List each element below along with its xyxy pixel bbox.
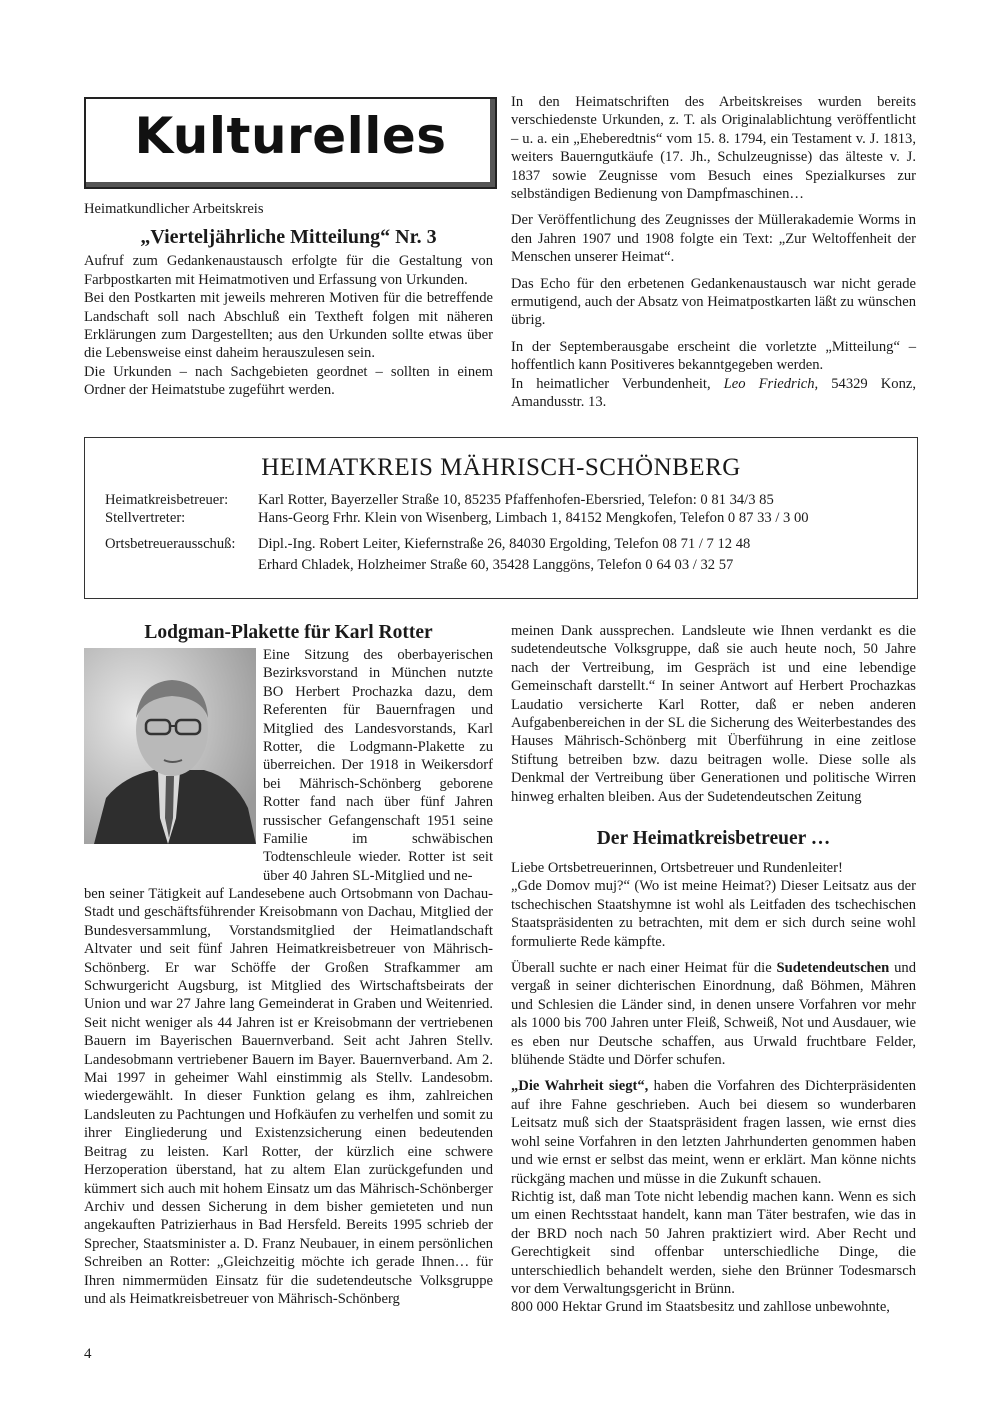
paragraph: Bei den Postkarten mit jeweils mehreren Motiven für die betreffende Landschaft soll nach Abschluß ein Textheft folgen mit näheren Erklärungen zum Dargestellten; aus den Urkunden sollte etwas über die Lebensweise einst daheim herauszulesen sein. bbox=[84, 290, 493, 362]
lodgman-beside-photo: Eine Sitzung des oberbayerischen Bezirksvorstand in München nutzte BO Herbert Prochazka dazu, dem Referenten für Bauernfragen und Mitglied des Landesvorstands, Karl Rotter, die Lodgmann-Plakette zu überreichen. Der 1918 in Weikersdorf bei Mährisch-Schönberg geborene Rotter fand nach über fünf Jahren russischer Gefangenschaft 1951 seine Familie im schwäbischen Todtenschleule wieder. Rotter ist seit über 40 Jahren SL-Mitglied und ne- bbox=[263, 647, 493, 884]
paragraph: Die Urkunden – nach Sachgebieten geordnet – sollten in einem Ordner der Heimatstube zugeführt werden. bbox=[84, 363, 493, 399]
paragraph: „Die Wahrheit siegt“, haben die Vorfahren des Dichterpräsidenten auf ihre Fahne geschrieben. Auch bei diesem so wunderbaren Leitsatz muß sich der Staatspräsident fragen lassen, wie ernst dies wohl seine Vorfahren in den letzten Jahrhunderten genommen haben und wie ernst er selbst das meint, wenn er erklärt. Man könne nichts rückgäng machen und müsse in die Zukunft schauen. bbox=[511, 1078, 916, 1187]
article-title: Der Heimatkreisbetreuer … bbox=[596, 828, 831, 849]
contact-label: Stellvertreter: bbox=[105, 510, 186, 526]
portrait-photo bbox=[84, 648, 256, 844]
paragraph: Der Veröffentlichung des Zeugnisses der Müllerakademie Worms in den Jahren 1907 und 1908 folgte ein Text: „Zur Weltoffenheit der Menschen unserer Heimat“. bbox=[511, 212, 916, 266]
paragraph: Das Echo für den erbetenen Gedankenaustausch war nicht gerade ermutigend, auch der Absatz von Heimatpostkarten läßt zu wünschen übrig. bbox=[511, 275, 916, 329]
contact-value: Karl Rotter, Bayerzeller Straße 10, 85235 Pfaffenhofen-Ebersried, Telefon: 0 81 34/3 85 bbox=[258, 492, 774, 508]
paragraph: In der Septemberausgabe erscheint die vorletzte „Mitteilung“ – hoffentlich kann Positiveres bekanntgegeben werden. bbox=[511, 338, 916, 374]
paragraph: 800 000 Hektar Grund im Staatsbesitz und zahllose unbewohnte, bbox=[511, 1299, 890, 1316]
portrait-image bbox=[84, 648, 256, 844]
contact-label: Ortsbetreuerausschuß: bbox=[105, 536, 236, 552]
page-number: 4 bbox=[84, 1346, 92, 1362]
contact-value: Dipl.-Ing. Robert Leiter, Kiefernstraße 26, 84030 Ergolding, Telefon 08 71 / 7 12 48 bbox=[258, 536, 751, 552]
article-title: Lodgman-Plakette für Karl Rotter bbox=[144, 622, 433, 643]
closing-line: In heimatlicher Verbundenheit, Leo Friedrich, 54329 Konz, Amandusstr. 13. bbox=[511, 375, 916, 411]
paragraph: Aufruf zum Gedankenaustausch erfolgte für die Gestaltung von Farbpostkarten mit Heimatmotiven und Erfassung von Urkunden. bbox=[84, 253, 493, 288]
kulturelles-left-column bbox=[84, 200, 493, 400]
section-heading: Kulturelles bbox=[134, 107, 447, 165]
paragraph: „Gde Domov muj?“ (Wo ist meine Heimat?) Dieser Leitsatz aus der tschechischen Staatshymne ist wohl als Leitfaden des tschechischen Staatspräsidenten zu betrachten, mit dem er sich durch seine wohl formulierte Rede kämpfte. bbox=[511, 878, 916, 950]
bold-term: „Die Wahrheit siegt“, bbox=[511, 1078, 649, 1095]
contact-value: Erhard Chladek, Holzheimer Straße 60, 35428 Langgöns, Telefon 0 64 03 / 32 57 bbox=[258, 557, 734, 573]
paragraph: Überall suchte er nach einer Heimat für die Sudetendeutschen und vergaß in seiner dichterischen Einordnung, daß Böhmen, Mähren und Schlesien die Länder sind, in denen unsere Vorfahren vor mehr als 1000 bis 700 Jahren unter Fleiß, Schweiß, Not und Ausdauer, wie es eben nur Deutsche schaffen, aus Urwald fruchtbare Felder, blühende Städte und Dörfer schufen. bbox=[511, 960, 916, 1069]
contact-value: Hans-Georg Frhr. Klein von Wisenberg, Limbach 1, 84152 Mengkofen, Telefon 0 87 33 / 3 00 bbox=[258, 510, 809, 526]
author-name: Leo Friedrich, bbox=[723, 375, 819, 392]
contact-label: Heimatkreisbetreuer: bbox=[105, 492, 229, 508]
kulturelles-right-column bbox=[511, 93, 916, 412]
salutation: Liebe Ortsbetreuerinnen, Ortsbetreuer und Rundenleiter! bbox=[511, 860, 843, 876]
lodgman-body: ben seiner Tätigkeit auf Landesebene auch Ortsobmann von Dachau-Stadt und geschäftsführender Kreisobmann von Dachau, Mitglied der Bundesversammlung, Vorstandsmitglied der Heimatlandschaft Altvater und seit fünf Jahren Heimatkreisbetreuer von Mährisch-Schönberg. Er war Schöffe der Großen Strafkammer am Schwurgericht Augsburg, ist Mitglied des Wirtschaftsbeirats der Union und war 27 Jahre lang Gemeinderat in Graben und Weitenried. Seit nicht weniger als 44 Jahren ist er Kreisobmann der vertriebenen Bauern im Bayerischen Bauernverband. Seit acht Jahren Stellv. Landesobmann vertriebener Bauern im Bayer. Bauernverband. Am 2. Mai 1997 in geheimer Wahl einstimmig als Stellv. Landesobm. wiedergewählt. In dieser Funktion gelang es ihm, zahlreichen Landsleuten zu Pachtungen und Hofkäufen zu verhelfen und somit zu ihrer Eingliederung und Existenzsicherung einen bedeutenden Beitrag zu leisten. Karl Rotter, der kürzlich eine schwere Herzoperation überstand, hat zu altem Elan zurückgefunden und kümmert sich auch mit hohem Einsatz um das Mährisch-Schönberger Archiv und dessen Sicherung in dem bisher gemieteten und nun angekauften Patrizierhaus in Bad Hersfeld. Bereits 1995 schrieb der Sprecher, Staatsminister a. D. Franz Neubauer, in einem persönlichen Schreiben an Rotter: „Gleichzeitig möchte ich gerade Ihnen… für Ihren nimmermüden Einsatz für die sudetendeutsche Volksgruppe und als Heimatkreisbetreuer von Mährisch-Schönberg bbox=[84, 886, 493, 1307]
bold-term: Sudetendeutschen bbox=[776, 960, 890, 977]
org-name: Heimatkundlicher Arbeitskreis bbox=[84, 201, 264, 217]
lodgman-continued: meinen Dank aussprechen. Landsleute wie Ihnen verdankt es die sudetendeutsche Volksgruppe, daß sie auch heute noch, 50 Jahre nach der Vertreibung, im Gespräch ist und eine lebendige Gemeinschaft darstellt.“ In seiner Antwort auf Herbert Prochazkas Laudatio versicherte Karl Rotter, daß er neben anderen Aufgabenbereichen in der SL die Sicherung des Weiterbestandes des Hauses Mährisch-Schönberg mit Überführung in eine zeitlose Stiftung betreiben bzw. dazu beitragen wolle. Diese solle als Denkmal der Vertreibung über Generationen und politische Wirren hinweg erhalten bleiben. Aus der Sudetendeutschen Zeitung bbox=[511, 623, 916, 805]
paragraph: In den Heimatschriften des Arbeitskreises wurden bereits verschiedenste Urkunden, z. T. als Originalablichtung veröffentlicht – u. a. ein „Eheberedtnis“ vom 15. 8. 1794, ein Testament v. J. 1813, weiters Bauerngutkäufe (17. Jh., Schulzeugnisse) das älteste v. J. 1837 sowie Zeugnisse vom Besuch eines Spezialkurses zur selbständigen Bedienung von Dampfmaschinen… bbox=[511, 94, 916, 203]
section-heading-box bbox=[84, 97, 497, 189]
heimatkreis-title: HEIMATKREIS MÄHRISCH-SCHÖNBERG bbox=[261, 454, 741, 481]
heimatkreis-box bbox=[84, 437, 918, 599]
paragraph: Richtig ist, daß man Tote nicht lebendig machen kann. Wenn es sich um einen Rechtsstaat handelt, kann man Täter bestrafen, wie das in der BRD noch nach 50 Jahren praktiziert wird. Aber Recht und Gerechtigkeit sind offenbar unterschiedliche Dinge, die unterschiedlich behandelt werden, siehe den Brünner Todesmarsch vor dem Verwaltungsgericht in Brünn. bbox=[511, 1188, 916, 1297]
betreuer-column bbox=[511, 859, 916, 1317]
article-title: „Vierteljährliche Mitteilung“ Nr. 3 bbox=[140, 226, 437, 249]
